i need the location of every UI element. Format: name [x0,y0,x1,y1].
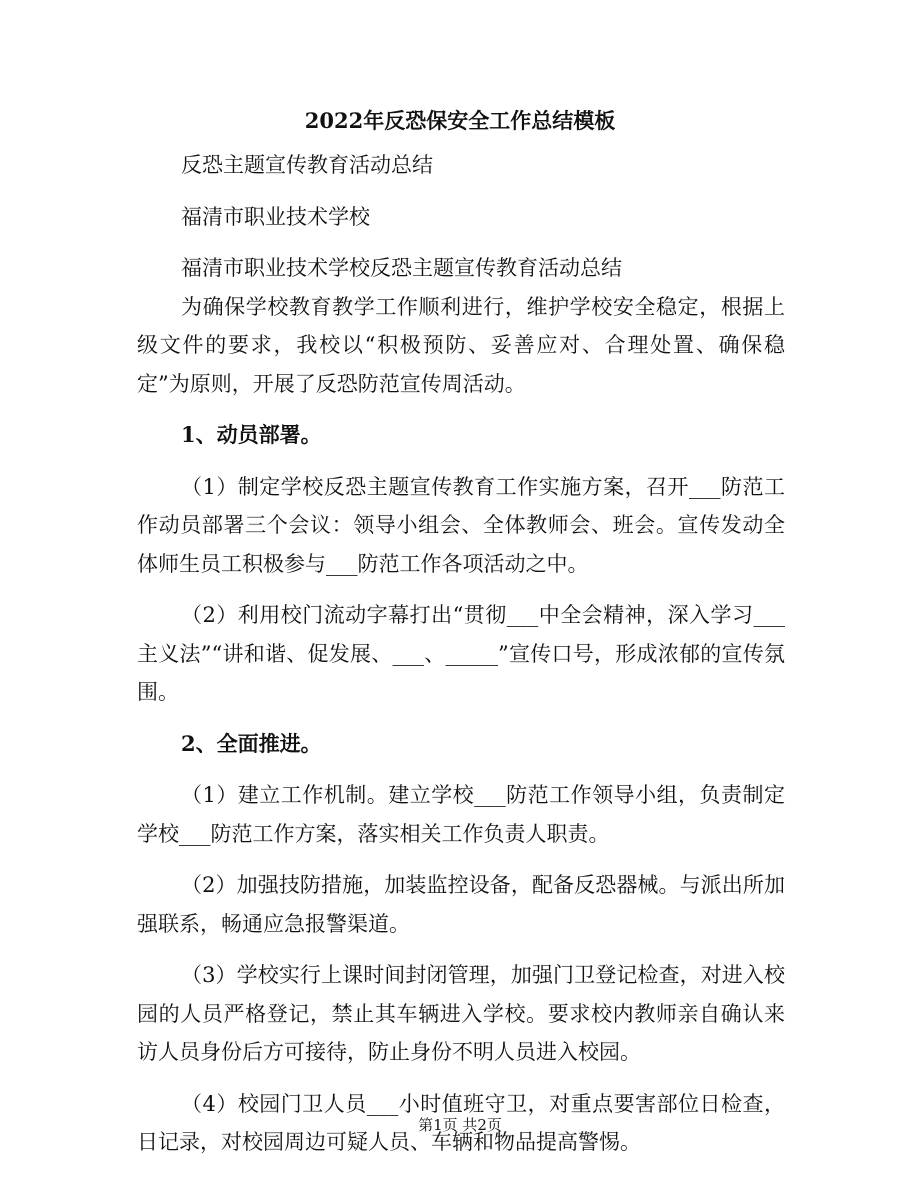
document-title: 2022年反恐保安全工作总结模板 [304,108,616,133]
section-heading-1: 1、动员部署。 [181,422,322,447]
paragraph-2-2: （2）加强技防措施，加装监控设备，配备反恐器械。与派出所加强联系，畅通应急报警渠道。 [137,873,785,936]
paragraph-school: 福清市职业技术学校 [181,204,370,229]
paragraph-2-1: （1）建立工作机制。建立学校___防范工作领导小组，负责制定学校___防范工作方案，落实相关工作负责人职责。 [137,783,785,846]
section-heading-2: 2、全面推进。 [181,730,322,756]
paragraph-subtitle: 反恐主题宣传教育活动总结 [181,153,433,177]
paragraph-2-3: （3）学校实行上课时间封闭管理，加强门卫登记检查，对进入校园的人员严格登记，禁止其车辆进入学校。要求校内教师亲自确认来访人员身份后方可接待，防止身份不明人员进入校园。 [137,963,785,1064]
paragraph-intro: 为确保学校教育教学工作顺利进行，维护学校安全稳定，根据上级文件的要求，我校以“积极预防、妥善应对、合理处置、确保稳定”为原则，开展了反恐防范宣传周活动。 [137,294,785,396]
paragraph-1-2: （2）利用校门流动字幕打出“贯彻___中全会精神，深入学习___主义法”“讲和谐、促发展、___、_____”宣传口号，形成浓郁的宣传氛围。 [137,603,785,704]
paragraph-2-4: （4）校园门卫人员___小时值班守卫，对重点要害部位日检查，日记录，对校园周边可疑人员、车辆和物品提高警惕。 [137,1091,785,1154]
document-body [137,146,785,1162]
page-indicator: 第1页 共2页 [418,1116,502,1134]
paragraph-1-1: （1）制定学校反恐主题宣传教育工作实施方案，召开___防范工作动员部署三个会议：领导小组会、全体教师会、班会。宣传发动全体师生员工积极参与___防范工作各项活动之中。 [137,474,785,576]
paragraph-summary-title: 福清市职业技术学校反恐主题宣传教育活动总结 [181,256,622,280]
